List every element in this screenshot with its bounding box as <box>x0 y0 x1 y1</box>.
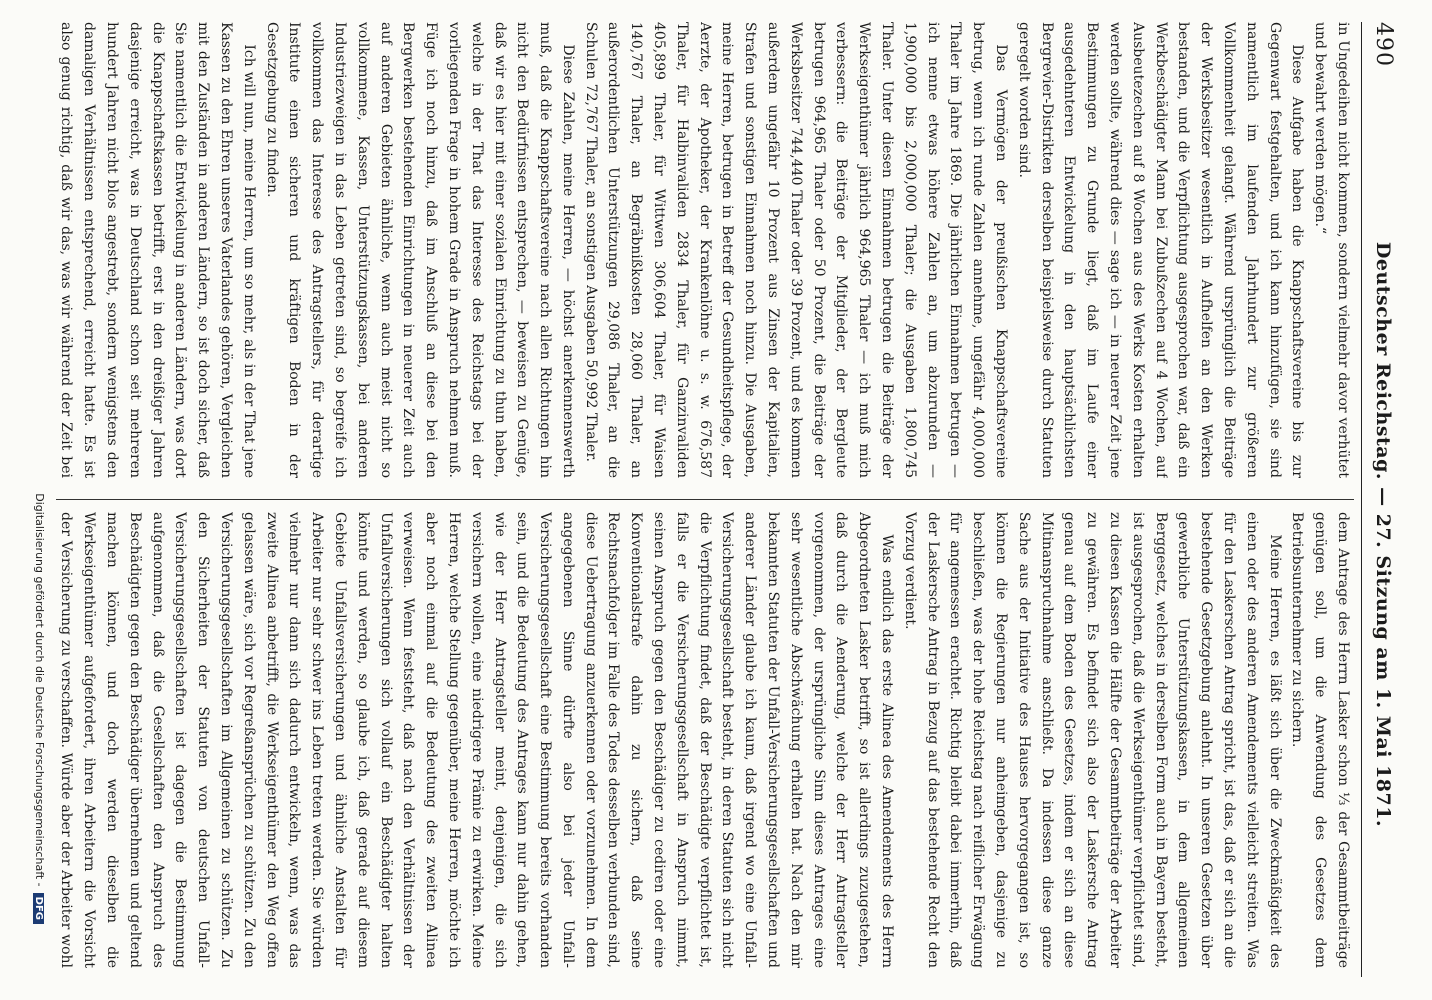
paragraph: Meine Herren, es läßt sich über die Zweckmäßigkeit des einen oder des anderen Amendements vielleicht streiten. Was für den Laskerschen Antrag spricht, ist das, daß er sich an die bestehende Gesetzgebung anlehnt. In unseren Gesetzen über gewerbliche Unterstützungskassen, in dem allgemeinen Berggesetz, welches in derselben Form auch in Bayern besteht, ist ausgesprochen, daß die Werkseigenthümer verpflichtet sind, zu diesen Kassen die Hälfte der Gesammtbeiträge der Arbeiter zu gewähren. Es befindet sich also der Laskersche Antrag genau auf dem Boden des Gesetzes, indem er sich an diese Mitinanspruchnahme anschließt. Da indessen diese ganze Sache aus der Initiative des Hauses hervorgegangen ist, so können die Regierungen nur anheimgeben, dasjenige zu beschließen, was der hohe Reichstag nach reiflicher Erwägung für angemessen erachtet. Richtig bleibt dabei immerhin, daß der Laskersche Antrag in Bezug auf das bestehende Recht den Vorzug verdient. <box>901 512 1283 968</box>
paragraph: Das Vermögen der preußischen Knappschaftsvereine betrug, wenn ich runde Zahlen annehme, ungefähr 4,000,000 Thaler im Jahre 1869. Die jährlichen Einnahmen betrugen — ich nenne etwas höhere Zahlen an, um abzurunden — 1,900,000 bis 2,000,000 Thaler; die Ausgaben 1,800,745 Thaler. Unter diesen Einnahmen betrugen die Beiträge der Werkseigenthümer jährlich 964,965 Thaler — ich muß mich verbessern: die Beiträge der Mitglieder, der Bergleute betrugen 964,965 Thaler oder 50 Prozent, die Beiträge der Werksbesitzer 744,440 Thaler oder 39 Prozent, und es kommen außerdem ungefähr 10 Prozent aus Zinsen der Kapitalien, Strafen und sonstigen Einnahmen noch hinzu. Die Ausgaben, meine Herren, betrugen in Betreff der Gesundheitspflege, der Aerzte, der Apotheker, der Krankenlöhne u. s. w. 676,587 Thaler, für Halbinvaliden 2834 Thaler, für Ganzinvaliden 405,899 Thaler, für Wittwen 306,604 Thaler, für Waisen 140,767 Thaler, an Begräbnißkosten 28,060 Thaler, an außerordentlichen Unterstützungen 29,086 Thaler, an die Schulen 72,767 Thaler, an sonstigen Ausgaben 50,992 Thaler. <box>582 22 1010 478</box>
credit-text: Digitalisierung gefördert durch die Deutsche Forschungsgemeinschaft - <box>33 493 46 887</box>
running-title: Deutscher Reichstag. — 27. Sitzung am 1. Mai 1871. <box>1372 241 1394 828</box>
paragraph: Diese Aufgabe haben die Knappschaftsvereine bis zur Gegenwart festgehalten, und ich kann hinzufügen, sie sind namentlich im laufenden Jahrhundert zur größeren Vollkommenheit gelangt. Während ursprünglich die Beiträge der Werksbesitzer wesentlich in Aufhelfen an den Werken bestanden, und die Verpflichtung ausgesprochen war, daß ein Werkbeschädigter Mann bei Zubußzechen auf 4 Wochen, auf Ausbeutezechen auf 8 Wochen aus des Werks Kosten erhalten werden sollte, während dies — sage ich — in neuerer Zeit jene Bestimmungen zu Grunde liegt, daß im Laufe einer ausgedehnteren Entwickelung in den hauptsächlichsten Bergrevier-Distrikten derselben beispielsweise durch Statuten geregelt worden sind. <box>1015 22 1306 478</box>
page-header <box>1361 22 1402 977</box>
paragraph: dem Antrage des Herrn Lasker schon ⅓ der Gesammtbeiträge genügen soll, um die Anwendung des Gesetzes dem Betriebsunternehmer zu sichern. <box>1289 512 1351 968</box>
column-divider <box>56 499 1354 500</box>
right-column <box>56 512 1354 968</box>
left-column <box>56 22 1354 478</box>
page-content <box>42 12 1402 987</box>
paragraph: in Ungedeihen nicht kommen, sondern vielmehr davor verhütet und bewahrt werden mögen.“ <box>1312 22 1351 478</box>
dfg-logo: DFG <box>33 893 44 924</box>
paragraph: Ich will nun, meine Herren, um so mehr, als in der That jene Kassen zu den Ehren unseres Vaterlandes gehören, Vergleichen mit den Zuständen in anderen Ländern, so ist doch sicher, daß Sie namentlich die Entwickelung in anderen Ländern, was dort die Knappschaftskassen betrifft, erst in den dreißiger Jahren dasjenige erreicht, was in Deutschland schon seit mehreren hundert Jahren nicht blos angestrebt, sondern wenigstens den damaligen Verhältnissen entsprechend, erreicht hatte. Es ist also genug richtig, daß wir das, was wir während der Zeit bei <box>58 22 257 478</box>
page-number: 490 <box>1371 22 1396 67</box>
paragraph: Diese Zahlen, meine Herren, — höchst anerkennenswerth muß, daß die Knappschaftsvereine nach allen Richtungen hin nicht den Bedürfnissen entsprechen, — beweisen zu Genüge, daß wir es hier mit einer sozialen Einrichtung zu thun haben, welche in der That das Interesse des Reichstags bei der vorliegenden Frage in hohem Grade in Anspruch nehmen muß. Füge ich noch hinzu, daß im Anschluß an diese bei den Bergwerken bestehenden Einrichtungen in neuerer Zeit auch auf anderen Gebieten ähnliche, wenn auch meist nicht so vollkommene, Kassen, Unterstützungskassen, bei anderen Industriezweigen in das Leben getreten sind, so begreife ich vollkommen das Interesse des Antragstellers, für derartige Institute einen sicheren und kräftigen Boden in der Gesetzgebung zu finden. <box>263 22 576 478</box>
paragraph: Was endlich das erste Alinea des Amendements des Herrn Abgeordneten Lasker betrifft, so ist allerdings zuzugestehen, daß durch die Aenderung, welche der Herr Antragsteller vorgenommen, der ursprüngliche Sinn dieses Antrages eine sehr wesentliche Abschwächung erhalten hat. Nach den mir bekannten Statuten der Unfall-Versicherungsgesellschaften und anderer Länder glaube ich kaum, daß irgend wo eine Unfall-Versicherungsgesellschaft besteht, in deren Statuten sich nicht die Verpflichtung findet, daß der Beschädigte verpflichtet ist, falls er die Versicherungsgesellschaft in Anspruch nimmt, seinen Anspruch gegen den Beschädiger zu cediren oder eine Konventionalstrafe dahin zu sichern, daß seine Rechtsnachfolger im Falle des Todes desselben verbunden sind, diese Uebertragung anzuerkennen oder vorzunehmen. In dem angegebenen Sinne dürfte also bei jeder Unfall-Versicherungsgesellschaft eine Bestimmung bereits vorhanden sein, und die Bedeutung des Antrages kann nur dahin gehen, wie der Herr Antragsteller meint, denjenigen, die sich versichern wollen, eine niedrigere Prämie zu erwirken. Meine Herren, welche Stellung gegenüber, meine Herren, möchte ich aber noch einmal auf die Bedeutung des zweiten Alinea verweisen. Wenn feststeht, daß nach den Verhältnissen der Unfallversicherungen sich vollauf ein Beschädigter halten könnte und werden, so glaube ich, daß gerade auf diesem Gebiete Unfallsversicherungen und ähnliche Anstalten für Arbeiter nur sehr schwer ins Leben treten werden. Sie würden vielmehr nur dann sich dadurch entwickeln, wenn, was das zweite Alinea anbetrifft, die Werkseigenthümer den Weg offen gelassen wäre, sich vor Regreßansprüchen zu schützen. Zu den Versicherungsgesellschaften im Allgemeinen zu schützen. Zu den Sicherheiten der Statuten von deutschen Unfall-Versicherungsgesellschaften ist dagegen die Bestimmung aufgenommen, daß die Gesellschaften den Anspruch des Beschädigten gegen den Beschädiger übernehmen und geltend machen können, und doch werden dieselben die Werkseigenthümer aufgefordert, ihren Arbeitern die Vorsicht der Versicherung zu verschaffen. Würde aber der Arbeiter wohl <box>58 512 896 968</box>
